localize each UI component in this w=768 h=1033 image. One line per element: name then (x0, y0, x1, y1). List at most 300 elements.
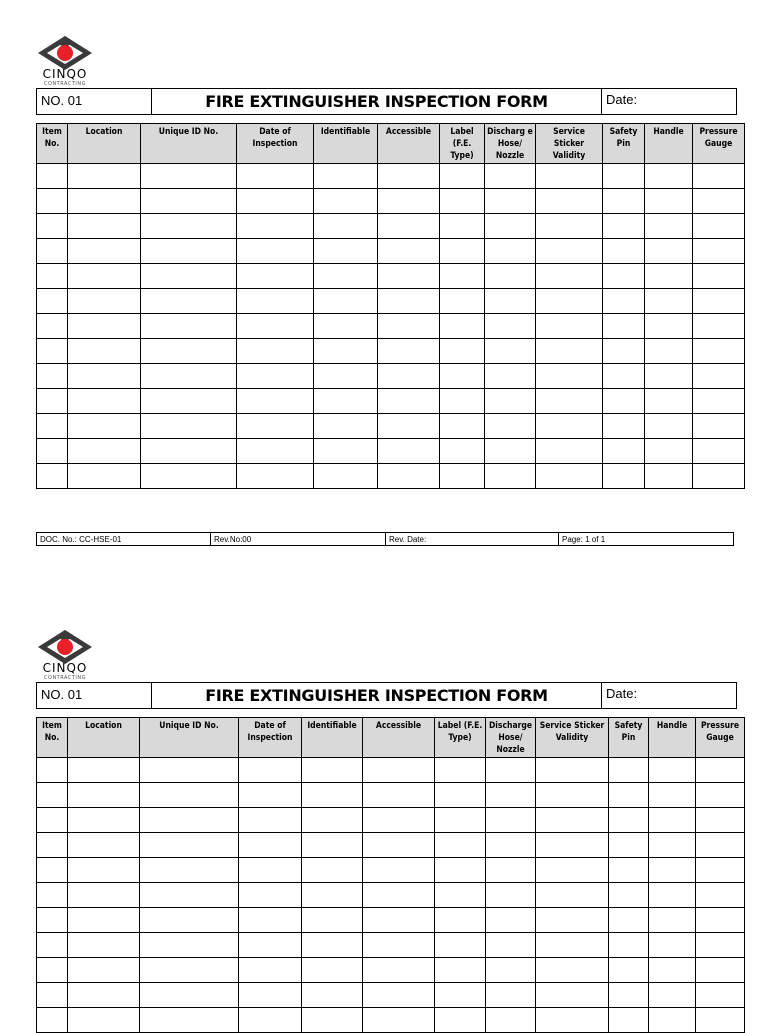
form-cell[interactable] (536, 933, 609, 958)
form-cell[interactable] (486, 933, 536, 958)
form-cell[interactable] (141, 239, 237, 264)
form-cell[interactable] (302, 783, 363, 808)
form-cell[interactable] (378, 214, 440, 239)
form-cell[interactable] (649, 883, 696, 908)
form-cell[interactable] (378, 389, 440, 414)
form-cell[interactable] (363, 883, 435, 908)
form-cell[interactable] (378, 414, 440, 439)
form-cell[interactable] (68, 1008, 140, 1033)
form-cell[interactable] (645, 414, 693, 439)
form-cell[interactable] (693, 389, 745, 414)
form-cell[interactable] (239, 958, 302, 983)
form-cell[interactable] (485, 264, 536, 289)
form-cell[interactable] (603, 314, 645, 339)
form-cell[interactable] (37, 189, 68, 214)
form-cell[interactable] (440, 189, 485, 214)
form-cell[interactable] (68, 439, 141, 464)
form-cell[interactable] (440, 439, 485, 464)
form-cell[interactable] (435, 858, 486, 883)
form-cell[interactable] (435, 1008, 486, 1033)
form-cell[interactable] (486, 783, 536, 808)
form-cell[interactable] (603, 389, 645, 414)
form-cell[interactable] (141, 189, 237, 214)
form-cell[interactable] (68, 983, 140, 1008)
form-cell[interactable] (314, 264, 378, 289)
form-cell[interactable] (603, 189, 645, 214)
form-cell[interactable] (693, 289, 745, 314)
form-cell[interactable] (645, 314, 693, 339)
form-cell[interactable] (37, 214, 68, 239)
form-cell[interactable] (696, 958, 745, 983)
form-cell[interactable] (435, 808, 486, 833)
form-cell[interactable] (536, 808, 609, 833)
form-cell[interactable] (68, 314, 141, 339)
form-cell[interactable] (363, 908, 435, 933)
form-cell[interactable] (486, 883, 536, 908)
form-cell[interactable] (37, 758, 68, 783)
form-cell[interactable] (140, 783, 239, 808)
form-cell[interactable] (37, 264, 68, 289)
form-cell[interactable] (609, 758, 649, 783)
form-cell[interactable] (435, 758, 486, 783)
form-cell[interactable] (141, 414, 237, 439)
form-cell[interactable] (693, 239, 745, 264)
form-cell[interactable] (239, 1008, 302, 1033)
form-cell[interactable] (302, 883, 363, 908)
form-cell[interactable] (696, 858, 745, 883)
form-cell[interactable] (696, 983, 745, 1008)
form-cell[interactable] (609, 833, 649, 858)
form-cell[interactable] (649, 933, 696, 958)
form-cell[interactable] (609, 958, 649, 983)
form-cell[interactable] (140, 808, 239, 833)
form-cell[interactable] (536, 908, 609, 933)
form-cell[interactable] (536, 758, 609, 783)
form-cell[interactable] (645, 264, 693, 289)
form-cell[interactable] (68, 808, 140, 833)
form-cell[interactable] (237, 414, 314, 439)
form-cell[interactable] (649, 908, 696, 933)
form-cell[interactable] (536, 439, 603, 464)
form-cell[interactable] (485, 364, 536, 389)
form-cell[interactable] (302, 933, 363, 958)
form-cell[interactable] (141, 389, 237, 414)
form-cell[interactable] (314, 439, 378, 464)
form-cell[interactable] (363, 933, 435, 958)
form-cell[interactable] (645, 464, 693, 489)
logo-wordmark: CINQO (42, 661, 88, 675)
form-cell[interactable] (485, 389, 536, 414)
form-cell[interactable] (440, 264, 485, 289)
form-cell[interactable] (536, 189, 603, 214)
form-cell[interactable] (141, 464, 237, 489)
table-row (37, 808, 745, 833)
form-cell[interactable] (68, 364, 141, 389)
form-cell[interactable] (237, 164, 314, 189)
form-cell[interactable] (68, 289, 141, 314)
form-cell[interactable] (378, 264, 440, 289)
form-cell[interactable] (696, 883, 745, 908)
form-cell[interactable] (68, 883, 140, 908)
form-cell[interactable] (363, 1008, 435, 1033)
form-cell[interactable] (314, 189, 378, 214)
form-cell[interactable] (239, 833, 302, 858)
form-cell[interactable] (645, 289, 693, 314)
form-cell[interactable] (696, 933, 745, 958)
col-header: Identifiable (314, 124, 378, 164)
form-cell[interactable] (649, 983, 696, 1008)
form-cell[interactable] (68, 214, 141, 239)
form-cell[interactable] (302, 858, 363, 883)
form-cell[interactable] (141, 439, 237, 464)
form-cell[interactable] (440, 414, 485, 439)
form-cell[interactable] (536, 364, 603, 389)
form-cell[interactable] (645, 439, 693, 464)
table-row (37, 464, 745, 489)
form-cell[interactable] (536, 239, 603, 264)
form-cell[interactable] (314, 339, 378, 364)
form-cell[interactable] (378, 464, 440, 489)
form-cell[interactable] (37, 289, 68, 314)
form-cell[interactable] (37, 239, 68, 264)
form-cell[interactable] (693, 164, 745, 189)
form-cell[interactable] (485, 189, 536, 214)
form-cell[interactable] (435, 883, 486, 908)
form-cell[interactable] (693, 414, 745, 439)
table-row (37, 933, 745, 958)
form-cell[interactable] (68, 783, 140, 808)
form-cell[interactable] (693, 339, 745, 364)
form-cell[interactable] (649, 833, 696, 858)
form-cell[interactable] (485, 239, 536, 264)
form-cell[interactable] (378, 189, 440, 214)
form-cell[interactable] (693, 364, 745, 389)
form-cell[interactable] (440, 214, 485, 239)
form-cell[interactable] (140, 933, 239, 958)
form-cell[interactable] (141, 264, 237, 289)
form-cell[interactable] (485, 339, 536, 364)
form-cell[interactable] (37, 833, 68, 858)
form-cell[interactable] (603, 339, 645, 364)
table-row (37, 214, 745, 239)
form-cell[interactable] (363, 833, 435, 858)
form-cell[interactable] (37, 464, 68, 489)
form-cell[interactable] (68, 164, 141, 189)
form-cell[interactable] (486, 808, 536, 833)
form-cell[interactable] (237, 189, 314, 214)
form-cell[interactable] (649, 858, 696, 883)
table-row (37, 164, 745, 189)
form-cell[interactable] (440, 464, 485, 489)
form-cell[interactable] (649, 758, 696, 783)
form-cell[interactable] (237, 289, 314, 314)
form-cell[interactable] (486, 983, 536, 1008)
form-cell[interactable] (609, 808, 649, 833)
form-cell[interactable] (378, 439, 440, 464)
form-cell[interactable] (68, 239, 141, 264)
form-cell[interactable] (485, 414, 536, 439)
form-cell[interactable] (37, 389, 68, 414)
form-cell[interactable] (302, 1008, 363, 1033)
form-cell[interactable] (440, 314, 485, 339)
form-cell[interactable] (609, 933, 649, 958)
form-cell[interactable] (609, 908, 649, 933)
form-cell[interactable] (363, 983, 435, 1008)
form-cell[interactable] (435, 908, 486, 933)
form-cell[interactable] (693, 214, 745, 239)
form-cell[interactable] (302, 958, 363, 983)
form-cell[interactable] (140, 983, 239, 1008)
form-cell[interactable] (649, 958, 696, 983)
form-cell[interactable] (363, 958, 435, 983)
form-cell[interactable] (645, 389, 693, 414)
form-cell[interactable] (536, 883, 609, 908)
form-cell[interactable] (140, 758, 239, 783)
form-cell[interactable] (68, 933, 140, 958)
form-cell[interactable] (314, 239, 378, 264)
form-cell[interactable] (140, 858, 239, 883)
form-cell[interactable] (649, 1008, 696, 1033)
form-cell[interactable] (485, 314, 536, 339)
form-cell[interactable] (693, 264, 745, 289)
form-cell[interactable] (378, 339, 440, 364)
form-cell[interactable] (603, 239, 645, 264)
form-cell[interactable] (68, 339, 141, 364)
form-cell[interactable] (693, 189, 745, 214)
form-cell[interactable] (237, 464, 314, 489)
form-cell[interactable] (141, 164, 237, 189)
form-cell[interactable] (696, 1008, 745, 1033)
form-cell[interactable] (440, 289, 485, 314)
form-cell[interactable] (239, 858, 302, 883)
form-cell[interactable] (440, 339, 485, 364)
form-cell[interactable] (609, 1008, 649, 1033)
form-cell[interactable] (645, 189, 693, 214)
form-cell[interactable] (435, 933, 486, 958)
form-cell[interactable] (68, 758, 140, 783)
form-cell[interactable] (603, 264, 645, 289)
form-cell[interactable] (435, 983, 486, 1008)
form-cell[interactable] (37, 808, 68, 833)
form-cell[interactable] (302, 808, 363, 833)
form-cell[interactable] (68, 858, 140, 883)
form-cell[interactable] (485, 439, 536, 464)
form-cell[interactable] (363, 783, 435, 808)
form-cell[interactable] (536, 858, 609, 883)
form-cell[interactable] (237, 364, 314, 389)
form-cell[interactable] (486, 1008, 536, 1033)
form-cell[interactable] (536, 1008, 609, 1033)
form-cell[interactable] (645, 239, 693, 264)
form-cell[interactable] (485, 214, 536, 239)
form-cell[interactable] (68, 264, 141, 289)
form-cell[interactable] (239, 908, 302, 933)
form-cell[interactable] (609, 858, 649, 883)
form-cell[interactable] (37, 958, 68, 983)
form-cell[interactable] (314, 289, 378, 314)
form-cell[interactable] (603, 364, 645, 389)
form-cell[interactable] (239, 883, 302, 908)
form-cell[interactable] (239, 983, 302, 1008)
form-cell[interactable] (68, 189, 141, 214)
form-cell[interactable] (68, 833, 140, 858)
form-cell[interactable] (536, 314, 603, 339)
form-cell[interactable] (536, 464, 603, 489)
form-cell[interactable] (302, 908, 363, 933)
cinqo-logo-icon (34, 628, 96, 664)
form-cell[interactable] (603, 214, 645, 239)
col-header: Discharge Hose/ Nozzle (486, 718, 536, 758)
form-cell[interactable] (609, 783, 649, 808)
form-cell[interactable] (68, 389, 141, 414)
form-cell[interactable] (440, 239, 485, 264)
form-cell[interactable] (440, 389, 485, 414)
form-cell[interactable] (696, 758, 745, 783)
form-cell[interactable] (314, 464, 378, 489)
form-cell[interactable] (237, 239, 314, 264)
form-cell[interactable] (237, 439, 314, 464)
form-cell[interactable] (693, 314, 745, 339)
form-cell[interactable] (314, 414, 378, 439)
form-cell[interactable] (603, 164, 645, 189)
form-cell[interactable] (141, 214, 237, 239)
form-cell[interactable] (603, 289, 645, 314)
col-header: Service Sticker Validity (536, 124, 603, 164)
form-cell[interactable] (486, 758, 536, 783)
form-cell[interactable] (37, 339, 68, 364)
form-cell[interactable] (239, 933, 302, 958)
form-cell[interactable] (363, 808, 435, 833)
form-cell[interactable] (645, 214, 693, 239)
form-cell[interactable] (140, 958, 239, 983)
form-cell[interactable] (37, 439, 68, 464)
form-cell[interactable] (141, 289, 237, 314)
form-cell[interactable] (435, 833, 486, 858)
form-cell[interactable] (140, 908, 239, 933)
form-cell[interactable] (239, 758, 302, 783)
form-cell[interactable] (237, 389, 314, 414)
form-cell[interactable] (645, 364, 693, 389)
form-cell[interactable] (696, 908, 745, 933)
form-cell[interactable] (363, 858, 435, 883)
form-cell[interactable] (363, 758, 435, 783)
form-cell[interactable] (237, 314, 314, 339)
form-cell[interactable] (37, 1008, 68, 1033)
form-cell[interactable] (435, 958, 486, 983)
form-cell[interactable] (649, 808, 696, 833)
form-cell[interactable] (486, 958, 536, 983)
form-cell[interactable] (37, 164, 68, 189)
form-cell[interactable] (37, 933, 68, 958)
form-cell[interactable] (486, 858, 536, 883)
form-cell[interactable] (378, 164, 440, 189)
form-cell[interactable] (485, 464, 536, 489)
form-cell[interactable] (141, 364, 237, 389)
form-cell[interactable] (37, 364, 68, 389)
form-cell[interactable] (378, 239, 440, 264)
form-cell[interactable] (609, 983, 649, 1008)
form-cell[interactable] (68, 958, 140, 983)
form-cell[interactable] (536, 958, 609, 983)
form-cell[interactable] (536, 164, 603, 189)
form-cell[interactable] (693, 464, 745, 489)
form-cell[interactable] (237, 214, 314, 239)
form-cell[interactable] (37, 414, 68, 439)
form-cell[interactable] (140, 833, 239, 858)
form-cell[interactable] (696, 783, 745, 808)
form-cell[interactable] (302, 833, 363, 858)
form-cell[interactable] (314, 164, 378, 189)
form-cell[interactable] (485, 164, 536, 189)
form-cell[interactable] (603, 439, 645, 464)
form-cell[interactable] (239, 783, 302, 808)
form-cell[interactable] (536, 339, 603, 364)
form-cell[interactable] (68, 414, 141, 439)
form-cell[interactable] (314, 364, 378, 389)
form-cell[interactable] (536, 214, 603, 239)
form-cell[interactable] (649, 783, 696, 808)
form-cell[interactable] (314, 314, 378, 339)
form-cell[interactable] (237, 339, 314, 364)
form-cell[interactable] (609, 883, 649, 908)
form-cell[interactable] (378, 289, 440, 314)
form-cell[interactable] (140, 1008, 239, 1033)
form-cell[interactable] (486, 908, 536, 933)
form-cell[interactable] (645, 339, 693, 364)
form-cell[interactable] (302, 983, 363, 1008)
form-cell[interactable] (314, 214, 378, 239)
form-number: NO. 01 (37, 89, 152, 114)
form-cell[interactable] (536, 983, 609, 1008)
form-cell[interactable] (37, 983, 68, 1008)
form-cell[interactable] (378, 314, 440, 339)
form-cell[interactable] (440, 364, 485, 389)
form-cell[interactable] (378, 364, 440, 389)
form-cell[interactable] (536, 264, 603, 289)
form-cell[interactable] (37, 858, 68, 883)
form-cell[interactable] (603, 464, 645, 489)
form-cell[interactable] (239, 808, 302, 833)
form-cell[interactable] (37, 883, 68, 908)
form-cell[interactable] (696, 808, 745, 833)
form-cell[interactable] (141, 339, 237, 364)
form-cell[interactable] (603, 414, 645, 439)
form-cell[interactable] (536, 289, 603, 314)
form-cell[interactable] (435, 783, 486, 808)
form-cell[interactable] (645, 164, 693, 189)
form-cell[interactable] (485, 289, 536, 314)
form-cell[interactable] (486, 833, 536, 858)
form-cell[interactable] (693, 439, 745, 464)
form-cell[interactable] (536, 389, 603, 414)
form-cell[interactable] (696, 833, 745, 858)
form-cell[interactable] (302, 758, 363, 783)
form-cell[interactable] (37, 783, 68, 808)
form-cell[interactable] (68, 908, 140, 933)
form-cell[interactable] (37, 908, 68, 933)
form-cell[interactable] (314, 389, 378, 414)
page-number: Page: 1 of 1 (562, 535, 606, 544)
form-cell[interactable] (237, 264, 314, 289)
form-cell[interactable] (536, 833, 609, 858)
form-cell[interactable] (141, 314, 237, 339)
form-cell[interactable] (37, 314, 68, 339)
form-cell[interactable] (536, 783, 609, 808)
form-cell[interactable] (536, 414, 603, 439)
form-cell[interactable] (68, 464, 141, 489)
form-cell[interactable] (140, 883, 239, 908)
form-cell[interactable] (440, 164, 485, 189)
